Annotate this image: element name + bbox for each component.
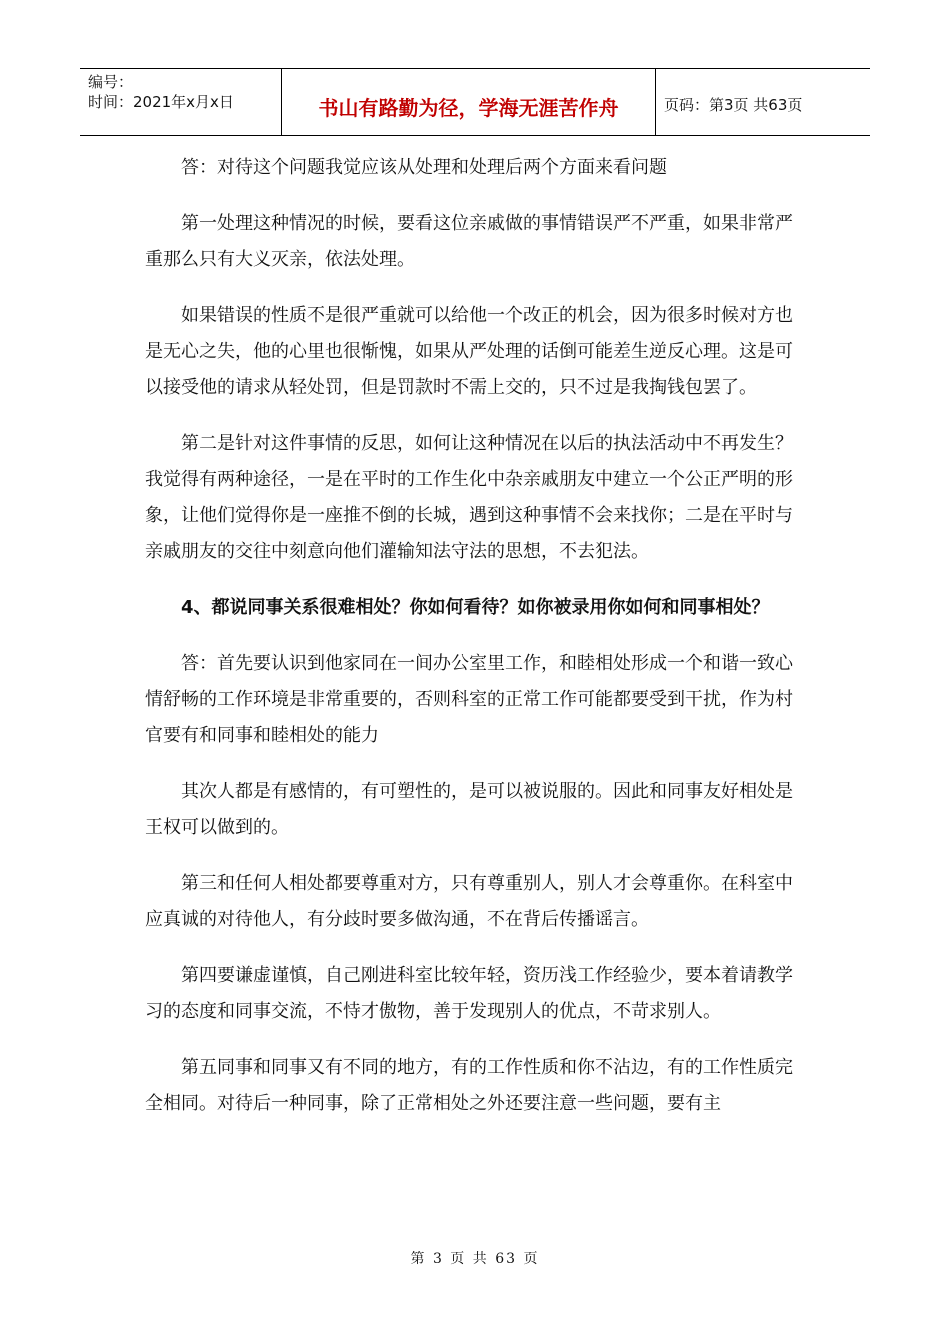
paragraph: 如果错误的性质不是很严重就可以给他一个改正的机会，因为很多时候对方也是无心之失，他的心里也很惭愧，如果从严处理的话倒可能差生逆反心理。这是可以接受他的请求从轻处罚，但是罚款时不需上交的，只不过是我掏钱包罢了。 (145, 305, 793, 398)
header-motto: 书山有路勤为径，学海无涯苦作舟 (282, 69, 656, 135)
paragraph: 第三和任何人相处都要尊重对方，只有尊重别人，别人才会尊重你。在科室中应真诚的对待他人，有分歧时要多做沟通，不在背后传播谣言。 (145, 873, 793, 930)
paragraph: 第二是针对这件事情的反思，如何让这种情况在以后的执法活动中不再发生？我觉得有两种途径，一是在平时的工作生化中杂亲戚朋友中建立一个公正严明的形象，让他们觉得你是一座推不倒的长城，遇到这种事情不会来找你；二是在平时与亲戚朋友的交往中刻意向他们灌输知法守法的思想，不去犯法。 (145, 433, 793, 562)
page-header (80, 68, 870, 136)
document-number-label: 编号： (88, 73, 134, 91)
question-heading: 4、都说同事关系很难相处？你如何看待？如你被录用你如何和同事相处？ (181, 597, 770, 618)
paragraph: 答：对待这个问题我觉应该从处理和处理后两个方面来看问题 (181, 157, 667, 178)
document-body (145, 150, 810, 1142)
header-meta (80, 69, 282, 135)
paragraph: 第一处理这种情况的时候，要看这位亲戚做的事情错误严不严重，如果非常严重那么只有大义灭亲，依法处理。 (145, 213, 793, 270)
paragraph: 第四要谦虚谨慎，自己刚进科室比较年轻，资历浅工作经验少，要本着请教学习的态度和同事交流，不恃才傲物，善于发现别人的优点，不苛求别人。 (145, 965, 793, 1022)
paragraph: 答：首先要认识到他家同在一间办公室里工作，和睦相处形成一个和谐一致心情舒畅的工作环境是非常重要的，否则科室的正常工作可能都要受到干扰，作为村官要有和同事和睦相处的能力 (145, 653, 793, 746)
paragraph: 第五同事和同事又有不同的地方，有的工作性质和你不沾边，有的工作性质完全相同。对待后一种同事，除了正常相处之外还要注意一些问题，要有主 (145, 1057, 793, 1114)
paragraph: 其次人都是有感情的，有可塑性的，是可以被说服的。因此和同事友好相处是王权可以做到的。 (145, 781, 793, 838)
page-footer: 第 3 页 共 63 页 (410, 1251, 540, 1267)
document-time-label: 时间：2021年x月x日 (88, 93, 234, 111)
header-page-info: 页码：第3页 共63页 (664, 95, 803, 114)
